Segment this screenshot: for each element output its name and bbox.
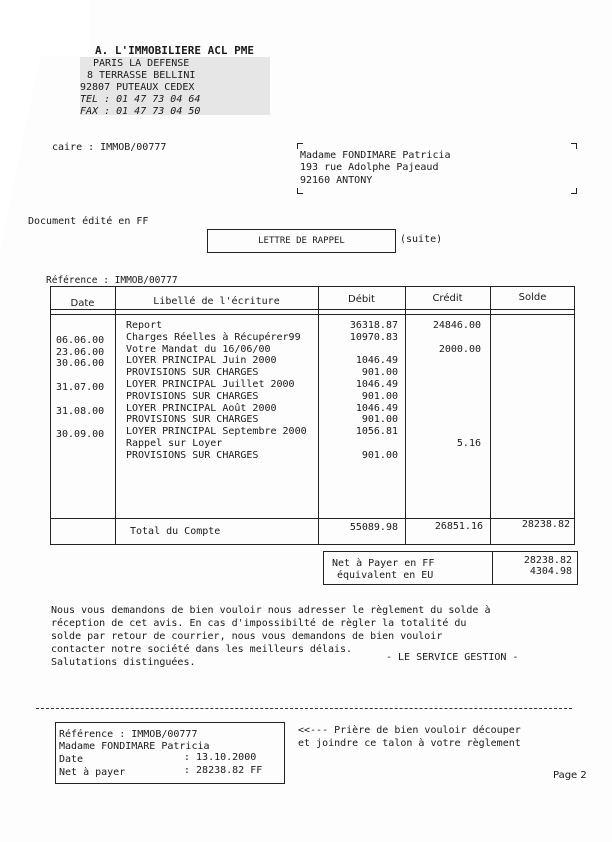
row-libelle: PROVISIONS SUR CHARGES — [126, 367, 259, 378]
sender-fax: FAX : 01 47 73 04 50 — [80, 106, 201, 117]
net-value-ff: 28238.82 — [523, 555, 572, 566]
row-libelle: PROVISIONS SUR CHARGES — [126, 391, 259, 402]
row-libelle: Votre Mandat du 16/06/00 — [126, 344, 271, 355]
row-credit: 2000.00 — [438, 344, 481, 355]
message-line: contacter notre société dans les meilleurs délais. — [51, 644, 353, 655]
row-libelle: LOYER PRINCIPAL Juillet 2000 — [126, 379, 295, 390]
row-libelle: PROVISIONS SUR CHARGES — [126, 450, 259, 461]
letter-title-suffix: (suite) — [400, 234, 443, 245]
row-debit: 901.00 — [361, 414, 398, 425]
row-libelle: Report — [126, 320, 163, 331]
row-debit: 901.00 — [361, 450, 398, 461]
row-debit: 1046.49 — [355, 379, 398, 390]
row-date: 30.09.00 — [56, 429, 105, 440]
recipient-name: Madame FONDIMARE Patricia — [300, 150, 451, 161]
row-date: 31.07.00 — [56, 382, 105, 393]
row-libelle: LOYER PRINCIPAL Juin 2000 — [126, 355, 277, 366]
net-label-ff: Net à Payer en FF — [332, 558, 435, 569]
locataire-reference: caire : IMMOB/00777 — [52, 142, 167, 153]
row-libelle: LOYER PRINCIPAL Août 2000 — [126, 403, 277, 414]
signature: - LE SERVICE GESTION - — [386, 652, 519, 663]
message-line: Nous vous demandons de bien vouloir nous adresser le règlement du solde à — [51, 605, 491, 616]
sender-tel: TEL : 01 47 73 04 64 — [80, 94, 201, 105]
net-value-eu: 4304.98 — [529, 566, 572, 577]
message-line: Salutations distinguées. — [51, 657, 196, 668]
total-solde: 28238.82 — [521, 519, 570, 530]
row-date: 06.06.00 — [56, 335, 105, 346]
slip-instruction: et joindre ce talon à votre règlement — [298, 738, 521, 749]
row-credit: 5.16 — [456, 438, 481, 449]
letter-title: LETTRE DE RAPPEL — [258, 236, 345, 246]
address-corner-br — [571, 188, 577, 194]
row-debit: 36318.87 — [349, 320, 398, 331]
slip-instruction: <<--- Prière de bien vouloir découper — [298, 725, 521, 736]
recipient-city: 92160 ANTONY — [300, 175, 373, 186]
header-solde: Solde — [518, 292, 547, 303]
row-date: 23.06.00 — [56, 347, 105, 358]
row-date: 31.08.00 — [56, 406, 105, 417]
row-debit: 901.00 — [361, 391, 398, 402]
page-fold-edge — [0, 0, 52, 250]
table-header-rule — [50, 309, 575, 310]
cut-line — [36, 708, 572, 709]
sender-line2: 8 TERRASSE BELLINI — [87, 70, 196, 81]
message-line: solde par retour de courrier, nous vous demandons de bien vouloir — [51, 631, 443, 642]
address-corner-tl — [297, 143, 303, 149]
row-libelle: PROVISIONS SUR CHARGES — [126, 414, 259, 425]
row-libelle: Rappel sur Loyer — [126, 438, 223, 449]
slip-date-label: Date — [59, 754, 84, 765]
slip-date-value: : 13.10.2000 — [184, 752, 257, 763]
table-col-divider — [490, 286, 491, 545]
row-debit: 1046.49 — [355, 355, 398, 366]
header-libelle: Libellé de l'écriture — [153, 296, 280, 307]
row-libelle: LOYER PRINCIPAL Septembre 2000 — [126, 426, 307, 437]
row-debit: 1056.81 — [355, 426, 398, 437]
reference-line: Référence : IMMOB/00777 — [46, 275, 178, 286]
row-debit: 10970.83 — [349, 332, 398, 343]
net-label-eu: équivalent en EU — [337, 570, 434, 581]
slip-net-value: : 28238.82 FF — [184, 765, 263, 776]
row-date: 30.06.00 — [56, 358, 105, 369]
currency-note: Document édité en FF — [28, 216, 149, 227]
total-debit: 55089.98 — [349, 522, 398, 533]
page-number: Page 2 — [553, 770, 587, 781]
address-corner-tr — [571, 143, 577, 149]
sender-line3: 92807 PUTEAUX CEDEX — [80, 82, 195, 93]
total-credit: 26851.16 — [434, 521, 483, 532]
slip-reference: Référence : IMMOB/00777 — [59, 729, 198, 740]
row-libelle: Charges Réelles à Récupérer99 — [126, 332, 301, 343]
slip-name: Madame FONDIMARE Patricia — [59, 741, 210, 752]
address-corner-bl — [297, 188, 303, 194]
row-credit: 24846.00 — [432, 320, 481, 331]
sender-name: A. L'IMMOBILIERE ACL PME — [95, 44, 254, 57]
recipient-street: 193 rue Adolphe Pajeaud — [300, 162, 439, 173]
header-credit: Crédit — [432, 293, 463, 304]
message-line: réception de cet avis. En cas d'impossibilté de règler la totalité du — [51, 618, 467, 629]
table-header-rule-2 — [50, 314, 575, 315]
slip-net-label: Net à payer — [59, 767, 126, 778]
sender-line1: PARIS LA DEFENSE — [93, 58, 190, 69]
header-date: Date — [70, 298, 95, 309]
total-label: Total du Compte — [130, 526, 221, 537]
row-debit: 1046.49 — [355, 403, 398, 414]
row-debit: 901.00 — [361, 367, 398, 378]
header-debit: Débit — [348, 294, 375, 305]
table-col-divider — [115, 286, 116, 545]
